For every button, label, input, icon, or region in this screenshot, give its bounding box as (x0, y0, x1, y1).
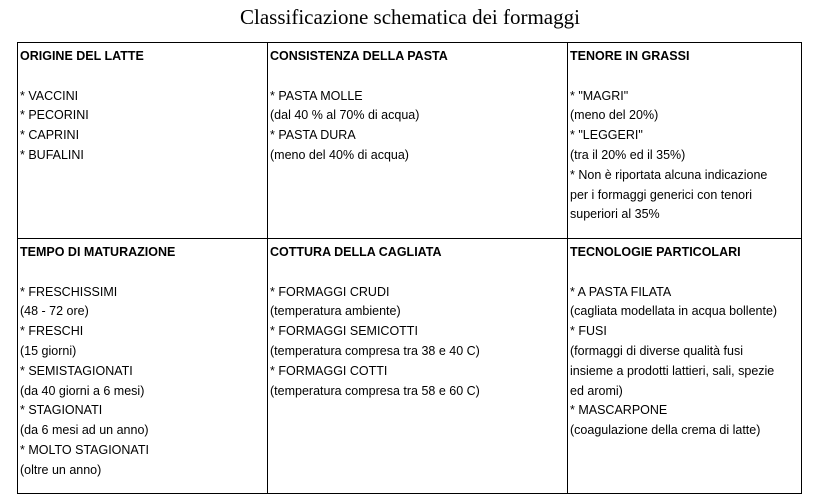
list-item: * "MAGRI" (570, 88, 629, 103)
list-item: * MOLTO STAGIONATI (20, 442, 149, 457)
list-item: (coagulazione della crema di latte) (570, 423, 761, 438)
list-item: * FUSI (570, 324, 607, 339)
cell-heading: TENORE IN GRASSI (570, 49, 690, 63)
list-item: * BUFALINI (20, 147, 84, 162)
cell-tempo-di-maturazione (18, 239, 268, 494)
list-item: insieme a prodotti lattieri, sali, spezie (570, 363, 775, 378)
list-item: * Non è riportata alcuna indicazione (570, 167, 768, 182)
table-row (18, 43, 802, 239)
list-item: (cagliata modellata in acqua bollente) (570, 304, 778, 319)
list-item: * CAPRINI (20, 128, 80, 143)
list-item: (da 40 giorni a 6 mesi) (20, 383, 145, 398)
page-title: Classificazione schematica dei formaggi (240, 5, 580, 29)
list-item: * PASTA MOLLE (270, 88, 363, 103)
list-item: (meno del 20%) (570, 108, 659, 123)
list-item: (48 - 72 ore) (20, 304, 89, 319)
list-item: * MASCARPONE (570, 403, 668, 418)
list-item: * SEMISTAGIONATI (20, 363, 133, 378)
cell-origine-del-latte (18, 43, 268, 239)
list-item: * FRESCHISSIMI (20, 284, 118, 299)
list-item: ed aromi) (570, 383, 623, 398)
list-item: * FRESCHI (20, 324, 84, 339)
list-item: (formaggi di diverse qualità fusi (570, 343, 743, 358)
cell-heading: CONSISTENZA DELLA PASTA (270, 49, 448, 63)
cell-heading: COTTURA DELLA CAGLIATA (270, 245, 442, 259)
list-item: (temperatura compresa tra 58 e 60 C) (270, 383, 480, 398)
list-item: * FORMAGGI CRUDI (270, 284, 390, 299)
list-item: * FORMAGGI COTTI (270, 363, 388, 378)
cell-cottura-della-cagliata (268, 239, 568, 494)
list-item: * STAGIONATI (20, 403, 103, 418)
table-row (18, 239, 802, 494)
list-item: (tra il 20% ed il 35%) (570, 147, 686, 162)
list-item: * PASTA DURA (270, 128, 356, 143)
list-item: per i formaggi generici con tenori (570, 187, 753, 202)
list-item: (oltre un anno) (20, 462, 102, 477)
cell-heading: TEMPO DI MATURAZIONE (20, 245, 176, 259)
cell-heading: ORIGINE DEL LATTE (20, 49, 144, 63)
list-item: * PECORINI (20, 108, 89, 123)
cell-tecnologie-particolari (568, 239, 802, 494)
list-item: * FORMAGGI SEMICOTTI (270, 324, 418, 339)
list-item: * A PASTA FILATA (570, 284, 672, 299)
list-item: superiori al 35% (570, 207, 660, 222)
cell-consistenza-della-pasta (268, 43, 568, 239)
list-item: * "LEGGERI" (570, 128, 643, 143)
list-item: (temperatura compresa tra 38 e 40 C) (270, 343, 480, 358)
list-item: (dal 40 % al 70% di acqua) (270, 108, 420, 123)
list-item: (temperatura ambiente) (270, 304, 401, 319)
list-item: * VACCINI (20, 88, 79, 103)
cell-tenore-in-grassi (568, 43, 802, 239)
cheese-classification-table (17, 42, 802, 494)
list-item: (15 giorni) (20, 343, 77, 358)
list-item: (da 6 mesi ad un anno) (20, 423, 149, 438)
cell-heading: TECNOLOGIE PARTICOLARI (570, 245, 741, 259)
list-item: (meno del 40% di acqua) (270, 147, 409, 162)
